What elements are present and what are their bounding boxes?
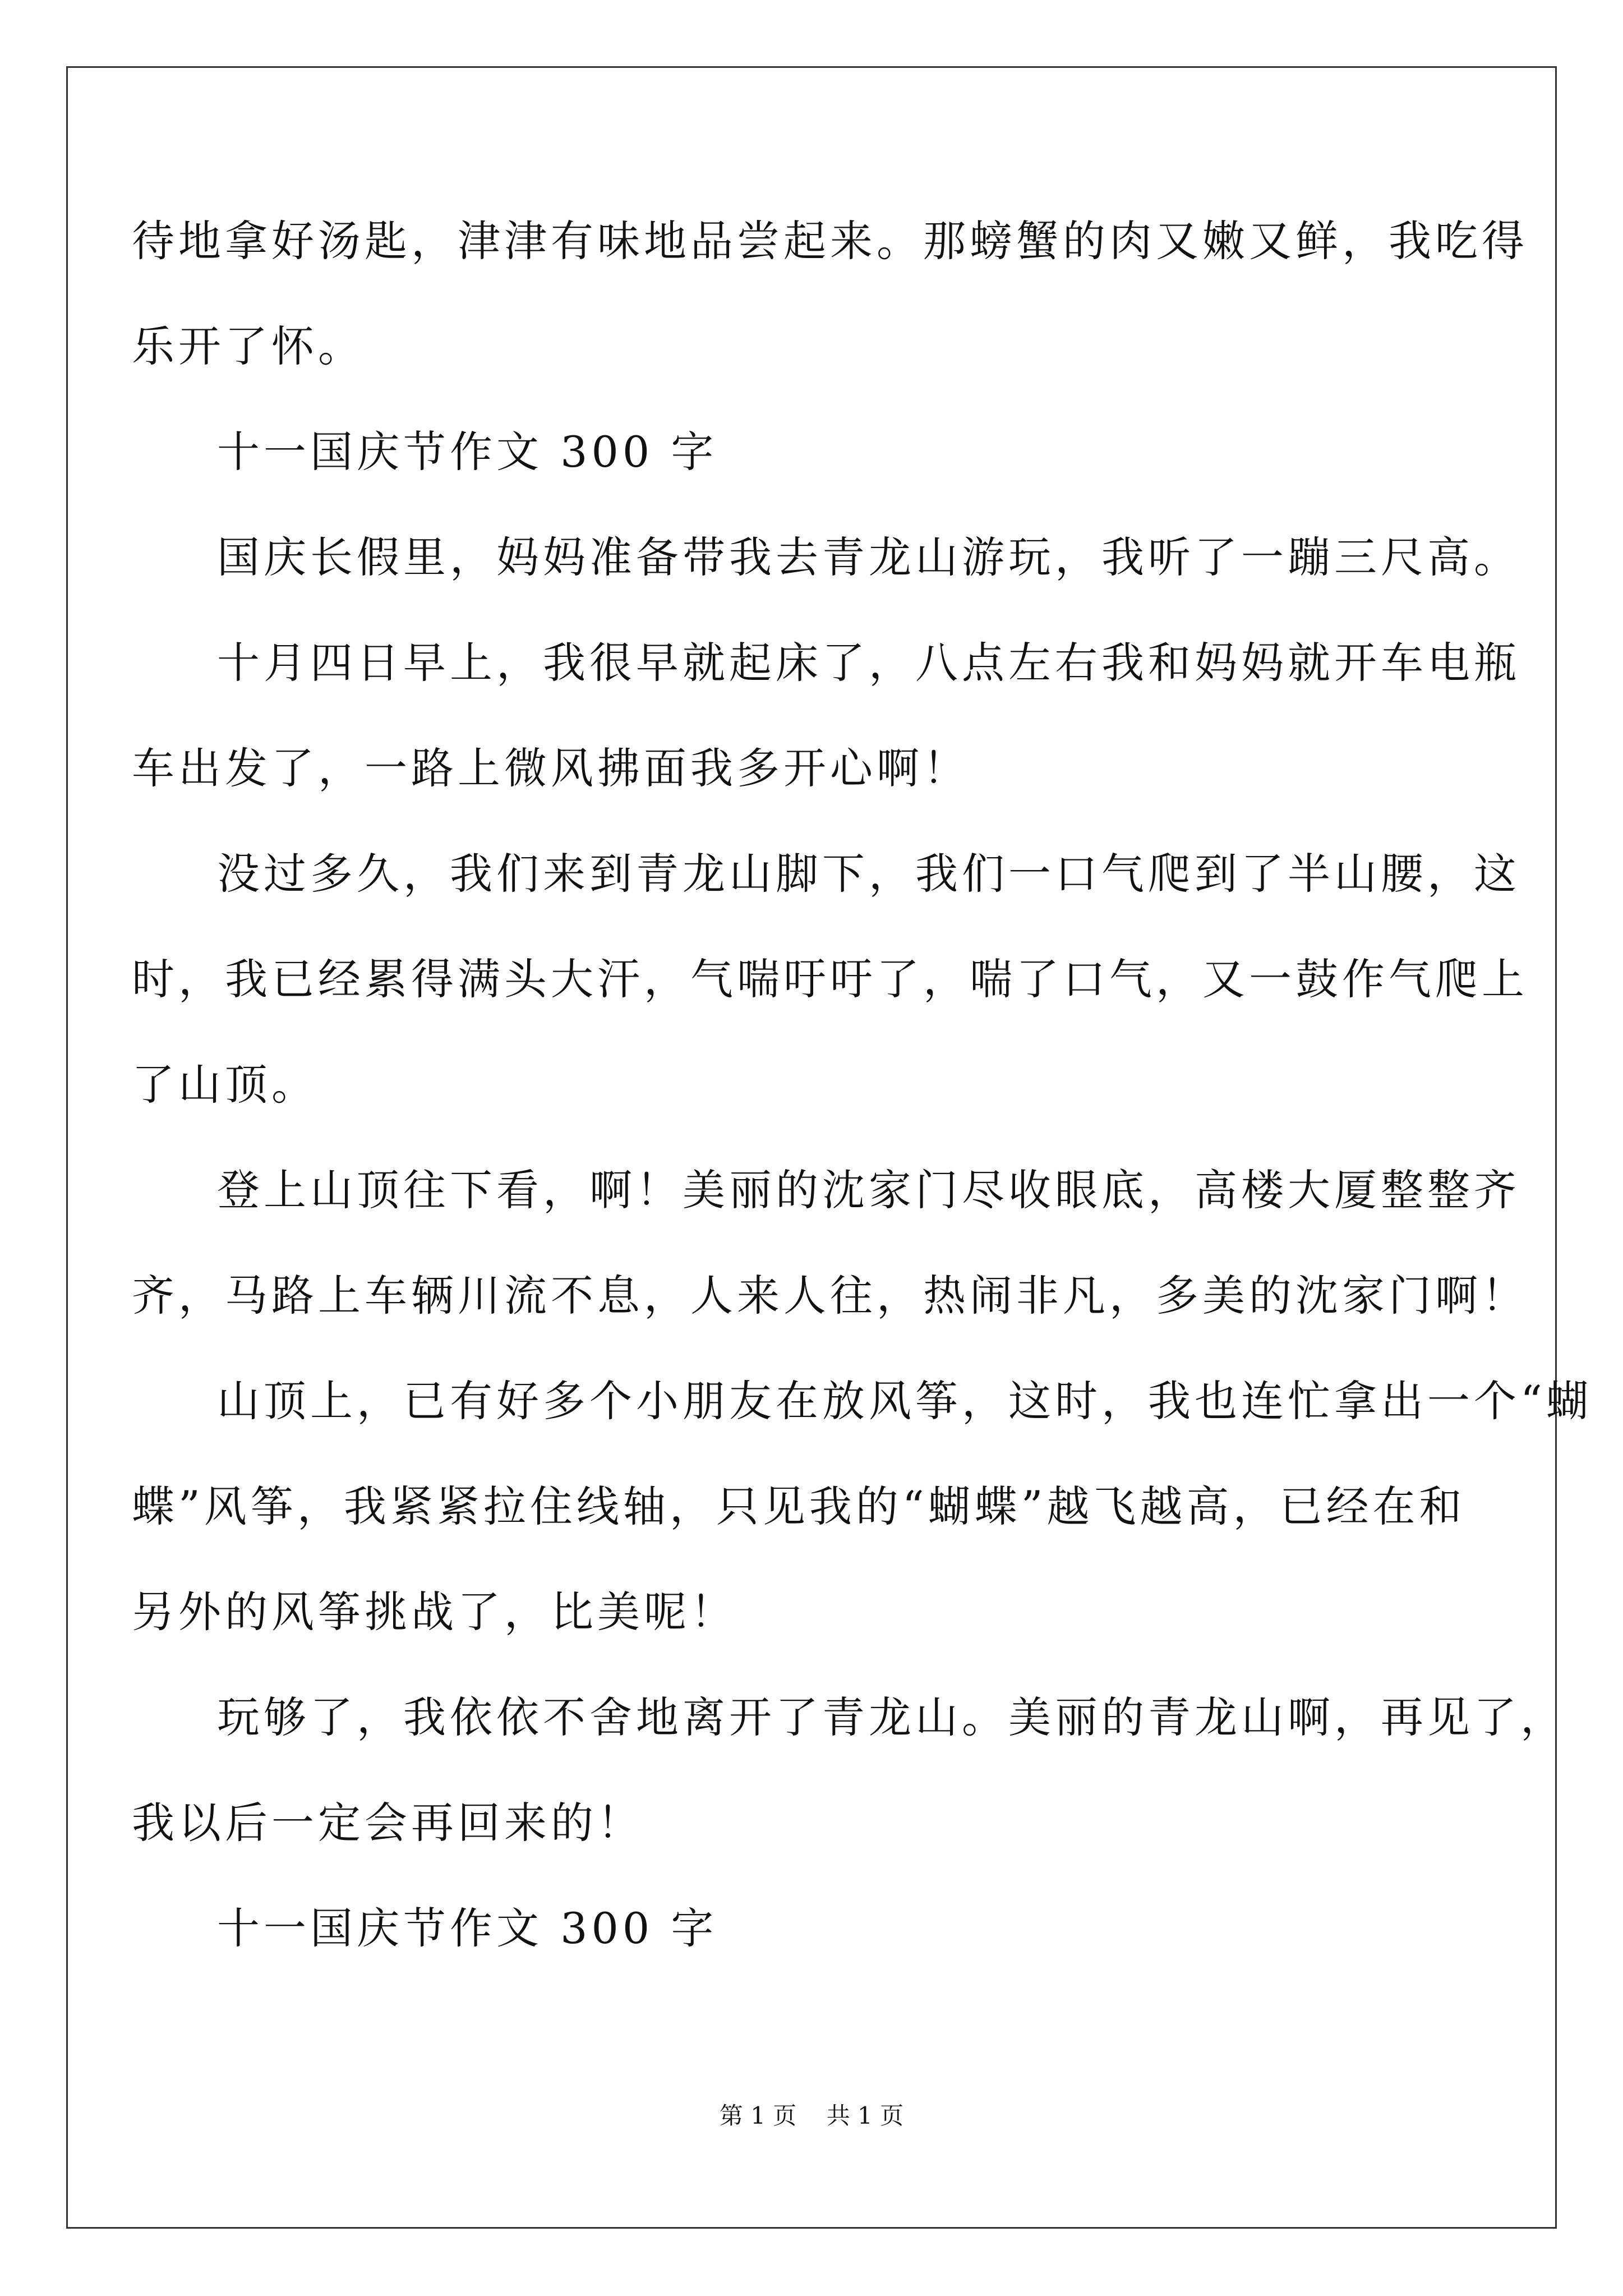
text-line: 车出发了，一路上微风拂面我多开心啊！ bbox=[132, 743, 970, 793]
text-line: 玩够了，我依依不舍地离开了青龙山。美丽的青龙山啊，再见了， bbox=[217, 1692, 1567, 1742]
page-footer: 第 1 页 共 1 页 bbox=[719, 2102, 904, 2129]
text-line: 时，我已经累得满头大汗，气喘吁吁了，喘了口气，又一鼓作气爬上 bbox=[132, 954, 1528, 1004]
text-line: 了山顶。 bbox=[132, 1060, 318, 1110]
text-line: 国庆长假里，妈妈准备带我去青龙山游玩，我听了一蹦三尺高。 bbox=[217, 532, 1520, 582]
text-line: 待地拿好汤匙，津津有味地品尝起来。那螃蟹的肉又嫩又鲜，我吃得 bbox=[132, 216, 1528, 266]
text-line: 我以后一定会再回来的！ bbox=[132, 1798, 644, 1848]
text-line: 没过多久，我们来到青龙山脚下，我们一口气爬到了半山腰，这 bbox=[217, 849, 1520, 899]
essay-title: 十一国庆节作文 300 字 bbox=[217, 427, 718, 477]
text-line: 齐，马路上车辆川流不息，人来人往，热闹非凡，多美的沈家门啊！ bbox=[132, 1271, 1528, 1320]
text-line: 乐开了怀。 bbox=[132, 321, 365, 371]
text-line: 登上山顶往下看，啊！美丽的沈家门尽收眼底，高楼大厦整整齐 bbox=[217, 1165, 1520, 1215]
text-line: 山顶上，已有好多个小朋友在放风筝，这时，我也连忙拿出一个“蝴 bbox=[217, 1376, 1593, 1426]
text-line: 十月四日早上，我很早就起床了，八点左右我和妈妈就开车电瓶 bbox=[217, 638, 1520, 688]
text-line: 蝶”风筝，我紧紧拉住线轴，只见我的“蝴蝶”越飞越高，已经在和 bbox=[132, 1481, 1466, 1531]
essay-title: 十一国庆节作文 300 字 bbox=[217, 1903, 718, 1953]
document-body bbox=[132, 213, 1593, 2006]
text-line: 另外的风筝挑战了，比美呢！ bbox=[132, 1587, 737, 1637]
